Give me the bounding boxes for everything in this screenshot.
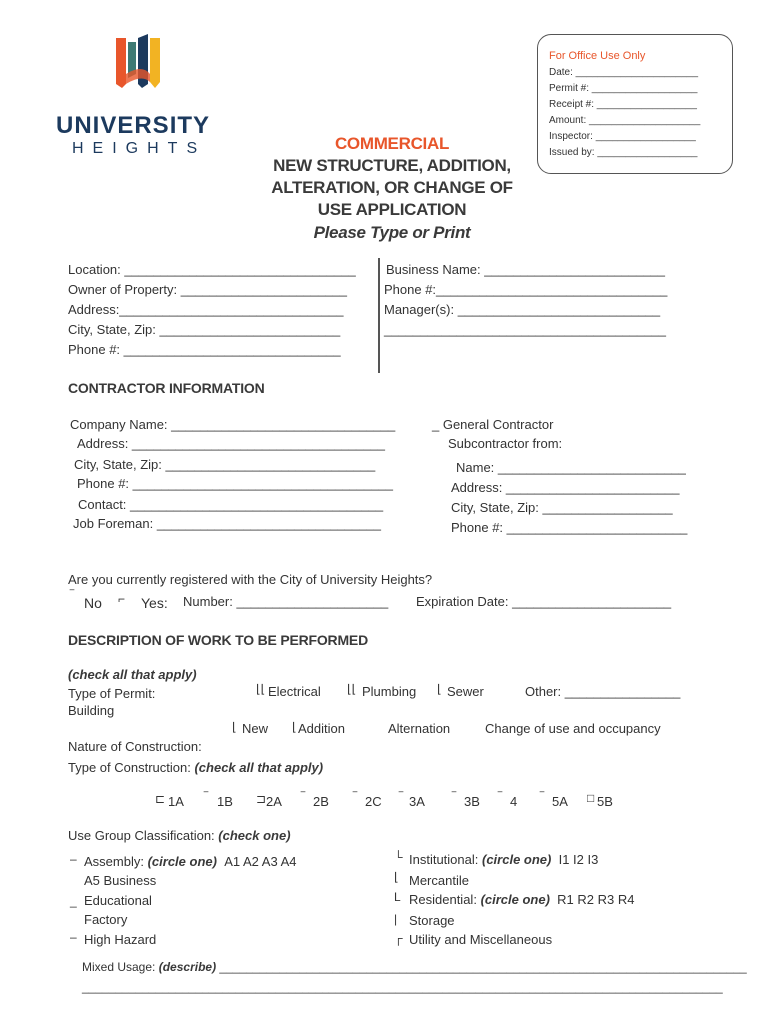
nature-of-construction-label: Nature of Construction: — [68, 739, 202, 754]
new-checkbox[interactable]: ⌊ — [232, 720, 237, 734]
type-1b-label: 1B — [217, 794, 233, 809]
registration-number-field[interactable]: Number: _____________________ — [183, 594, 389, 609]
sewer-checkbox[interactable]: ⌊ — [437, 682, 442, 696]
sub-city-field[interactable]: City, State, Zip: __________________ — [451, 500, 673, 515]
type-3a-checkbox[interactable]: ‾ — [399, 790, 403, 804]
office-issued-by-field[interactable]: Issued by: __________________ — [549, 147, 698, 158]
contractor-address-field[interactable]: Address: ___________________________________ — [77, 436, 385, 451]
type-1a-checkbox[interactable]: ⊏ — [155, 792, 166, 806]
job-foreman-field[interactable]: Job Foreman: _______________________________ — [73, 516, 381, 531]
logo-heights-text: HEIGHTS — [72, 140, 207, 157]
type-4-label: 4 — [510, 794, 518, 809]
office-use-title: For Office Use Only — [549, 50, 646, 62]
plumbing-label: Plumbing — [362, 684, 417, 699]
residential-options[interactable]: R1 R2 R3 R4 — [557, 892, 635, 907]
no-checkbox[interactable]: ‾ — [70, 588, 74, 602]
change-of-use-option[interactable]: Change of use and occupancy — [485, 721, 661, 736]
type-of-permit-label: Type of Permit: — [68, 686, 156, 701]
utility-checkbox[interactable]: ┌ — [394, 931, 403, 945]
mercantile-checkbox[interactable]: ⌊ — [394, 870, 399, 884]
office-permit-field[interactable]: Permit #: ___________________ — [549, 83, 698, 94]
owner-field[interactable]: Owner of Property: _______________________ — [68, 282, 347, 297]
type-1a-label: 1A — [168, 794, 184, 809]
type-2c-checkbox[interactable]: ‾ — [353, 790, 357, 804]
assembly-options[interactable]: A1 A2 A3 A4 — [224, 854, 297, 869]
yes-label: Yes: — [141, 595, 168, 611]
mixed-usage-field-2[interactable]: ________________________________________________________________________________________________ — [82, 980, 723, 994]
address-field[interactable]: Address:_______________________________ — [68, 302, 344, 317]
mixed-usage-label: Mixed Usage: — [82, 960, 156, 974]
work-heading: DESCRIPTION OF WORK TO BE PERFORMED — [68, 632, 368, 648]
a5-business-label: A5 Business — [84, 873, 157, 888]
type-5a-checkbox[interactable]: ‾ — [540, 790, 544, 804]
type-2a-label: 2A — [266, 794, 282, 809]
storage-checkbox[interactable]: | — [394, 912, 398, 926]
institutional-circle-note: (circle one) — [482, 852, 552, 867]
office-inspector-field[interactable]: Inspector: __________________ — [549, 131, 696, 142]
contractor-heading: CONTRACTOR INFORMATION — [68, 380, 265, 396]
plumbing-checkbox[interactable]: ⌊⌊ — [347, 682, 357, 696]
check-all-note: (check all that apply) — [68, 667, 197, 682]
office-receipt-field[interactable]: Receipt #: __________________ — [549, 99, 697, 110]
sub-phone-field[interactable]: Phone #: _________________________ — [451, 520, 688, 535]
building-option[interactable]: Building — [68, 703, 115, 718]
institutional-checkbox[interactable]: └ — [394, 850, 403, 864]
institutional-label: Institutional: — [409, 852, 479, 867]
residential-label: Residential: — [409, 892, 477, 907]
institutional-row — [409, 852, 598, 867]
storage-label: Storage — [409, 913, 455, 928]
factory-label: Factory — [84, 912, 128, 927]
business-name-field[interactable]: Business Name: _________________________ — [386, 262, 666, 277]
city-state-zip-field[interactable]: City, State, Zip: _________________________ — [68, 322, 341, 337]
institutional-options[interactable]: I1 I2 I3 — [558, 852, 599, 867]
type-3a-label: 3A — [409, 794, 425, 809]
educational-checkbox[interactable]: _ — [70, 894, 77, 908]
subcontractor-label: Subcontractor from: — [448, 436, 563, 451]
high-hazard-label: High Hazard — [84, 932, 157, 947]
company-name-field[interactable]: Company Name: _______________________________ — [70, 417, 396, 432]
type-4-checkbox[interactable]: ‾ — [498, 790, 502, 804]
assembly-label: Assembly: — [84, 854, 144, 869]
mixed-usage-field[interactable]: _______________________________________________________________________________ — [219, 960, 747, 974]
yes-checkbox[interactable]: ⌐ — [118, 592, 126, 606]
type-of-construction-text: Type of Construction: — [68, 760, 191, 775]
electrical-checkbox[interactable]: ⌊⌊ — [256, 682, 266, 696]
type-2b-checkbox[interactable]: ‾ — [301, 790, 305, 804]
type-5b-checkbox[interactable]: □ — [587, 791, 595, 805]
use-group-text: Use Group Classification: — [68, 828, 215, 843]
type-2b-label: 2B — [313, 794, 329, 809]
type-of-construction-label — [68, 760, 323, 775]
location-field[interactable]: Location: ________________________________ — [68, 262, 356, 277]
general-contractor-checkbox[interactable]: _ General Contractor — [432, 417, 554, 432]
university-heights-logo-mark — [56, 34, 226, 104]
office-amount-field[interactable]: Amount: ____________________ — [549, 115, 701, 126]
type-5a-label: 5A — [552, 794, 568, 809]
section-divider — [378, 258, 380, 373]
educational-label: Educational — [84, 893, 152, 908]
addition-checkbox[interactable]: ⌊ — [292, 720, 297, 734]
use-group-note: (check one) — [218, 828, 291, 843]
contractor-contact-field[interactable]: Contact: ___________________________________ — [78, 497, 384, 512]
high-hazard-checkbox[interactable]: – — [70, 930, 77, 944]
form-title-commercial: COMMERCIAL — [334, 134, 450, 153]
assembly-row — [84, 854, 296, 869]
manager-field[interactable]: Manager(s): ____________________________ — [384, 302, 661, 317]
contractor-phone-field[interactable]: Phone #: ____________________________________ — [77, 476, 393, 491]
type-1b-checkbox[interactable]: ‾ — [204, 790, 208, 804]
type-5b-label: 5B — [597, 794, 613, 809]
type-of-construction-note: (check all that apply) — [194, 760, 324, 775]
other-permit-field[interactable]: Other: ________________ — [525, 684, 681, 699]
use-group-label — [68, 828, 291, 843]
business-phone-field[interactable]: Phone #:________________________________ — [384, 282, 668, 297]
office-date-field[interactable]: Date: ______________________ — [549, 67, 699, 78]
residential-checkbox[interactable]: L — [394, 890, 401, 904]
new-label: New — [242, 721, 269, 736]
addition-label: Addition — [298, 721, 345, 736]
mixed-usage-row[interactable] — [82, 960, 747, 974]
form-title-line2: NEW STRUCTURE, ADDITION, — [273, 156, 511, 175]
form-title-line4: USE APPLICATION — [317, 200, 467, 219]
sub-address-field[interactable]: Address: ________________________ — [451, 480, 680, 495]
no-label: No — [84, 595, 102, 611]
residential-circle-note: (circle one) — [480, 892, 550, 907]
registered-question: Are you currently registered with the City of University Heights? — [68, 572, 433, 587]
contractor-city-field[interactable]: City, State, Zip: _____________________________ — [74, 457, 376, 472]
utility-label: Utility and Miscellaneous — [409, 932, 553, 947]
sub-name-field[interactable]: Name: __________________________ — [456, 460, 686, 475]
mixed-usage-note: (describe) — [158, 960, 217, 974]
electrical-label: Electrical — [268, 684, 321, 699]
residential-row — [409, 892, 634, 907]
manager-field-extra[interactable]: _______________________________________ — [384, 322, 666, 337]
type-2c-label: 2C — [365, 794, 382, 809]
sewer-label: Sewer — [447, 684, 484, 699]
assembly-checkbox[interactable]: – — [70, 852, 77, 866]
assembly-circle-note: (circle one) — [147, 854, 217, 869]
phone-field[interactable]: Phone #: ______________________________ — [68, 342, 341, 357]
form-subtitle: Please Type or Print — [313, 223, 471, 242]
type-2a-checkbox[interactable]: ⊐ — [256, 792, 267, 806]
alternation-option[interactable]: Alternation — [388, 721, 451, 736]
expiration-date-field[interactable]: Expiration Date: ______________________ — [416, 594, 672, 609]
form-title-line3: ALTERATION, OR CHANGE OF — [271, 178, 513, 197]
type-3b-checkbox[interactable]: ‾ — [452, 790, 456, 804]
mercantile-label: Mercantile — [409, 873, 469, 888]
type-3b-label: 3B — [464, 794, 480, 809]
logo — [56, 34, 226, 159]
logo-university-text: UNIVERSITY — [56, 112, 211, 139]
